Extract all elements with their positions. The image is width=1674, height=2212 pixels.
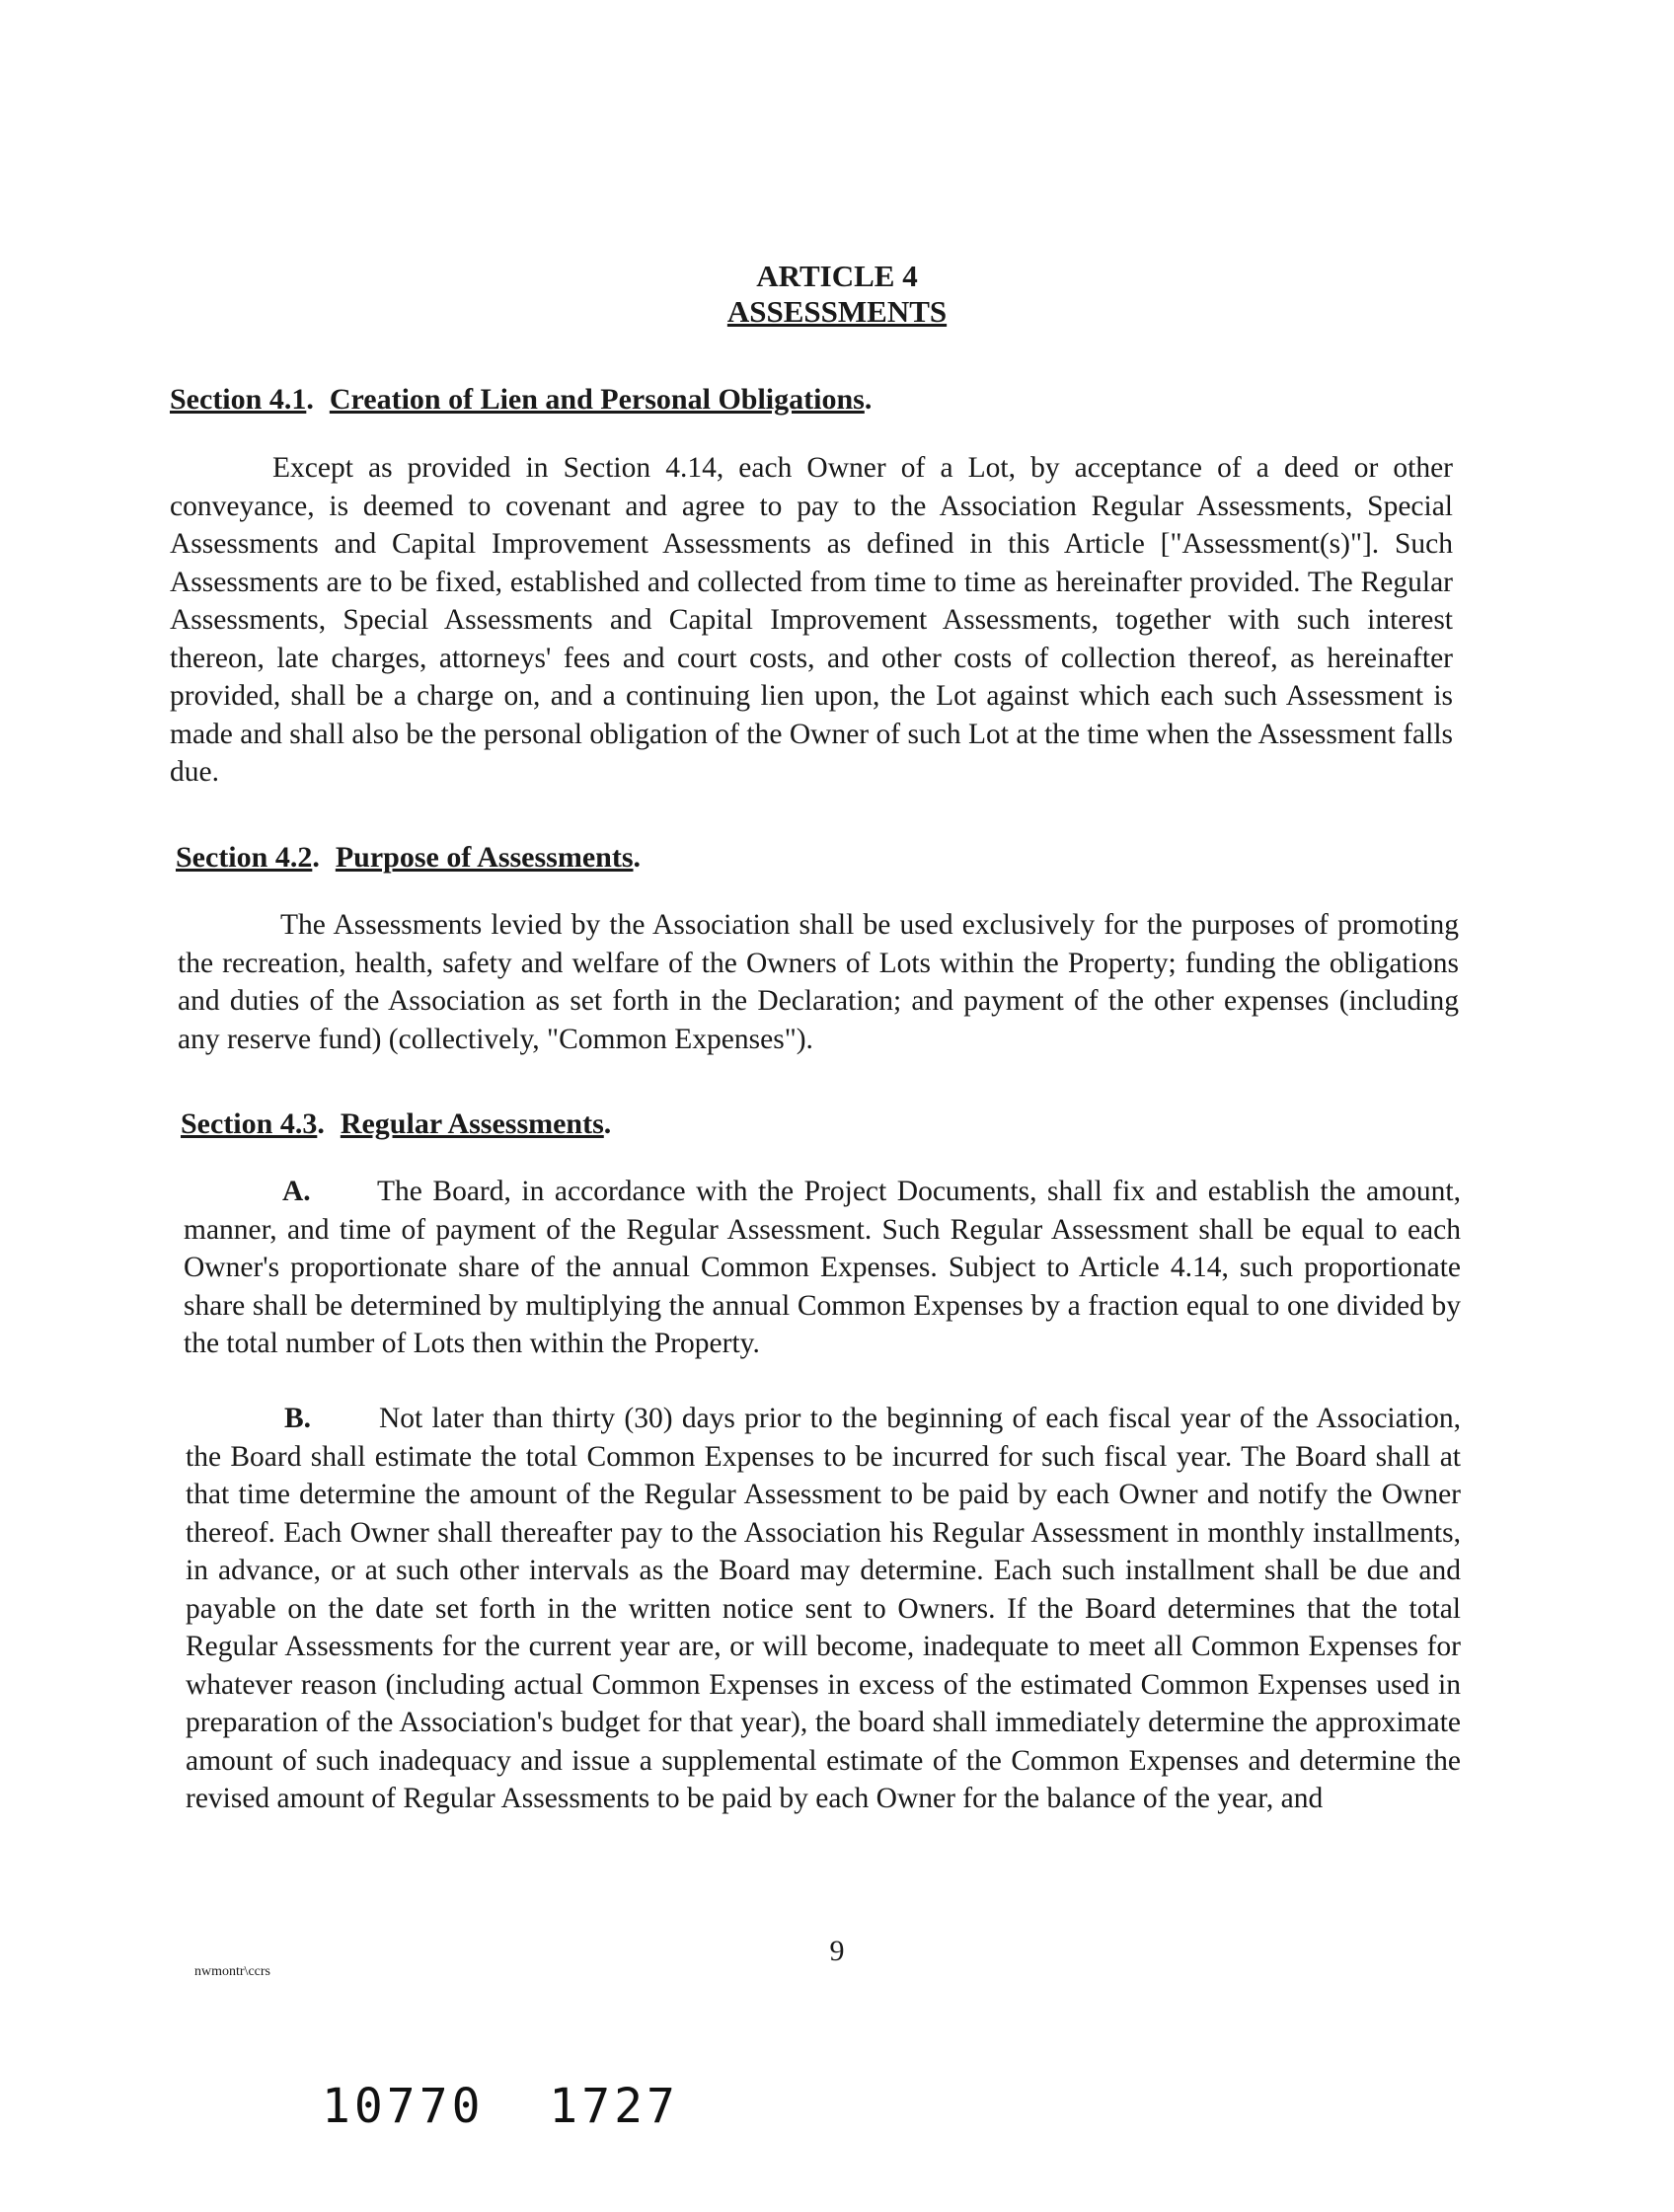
section-number: Section 4.3 [181, 1107, 318, 1140]
file-path-footer: nwmontr\ccrs [194, 1964, 270, 1979]
section-number: Section 4.1 [170, 383, 307, 416]
article-title: ASSESSMENTS [726, 294, 948, 329]
section-title: Purpose of Assessments [335, 841, 634, 874]
article-heading [0, 259, 1674, 330]
section-4-3-subsection-a [184, 1173, 1461, 1363]
section-4-2-body: The Assessments levied by the Association shall be used exclusively for the purposes of promoting the recreation, health, safety and welfare of the Owners of Lots within the Property; funding the obligations and duties of the Association as set forth in the Declaration; and payment of the other expenses (including any reserve fund) (collectively, "Common Expenses"). [178, 909, 1459, 1055]
section-4-1-body: Except as provided in Section 4.14, each Owner of a Lot, by acceptance of a deed or other conveyance, is deemed to covenant and agree to pay to the Association Regular Assessments, Special Assessments and Capital Improvement Assessments as defined in this Article ["Assessment(s)"]. Such Assessments are to be fixed, established and collected from time to time as hereinafter provided. The Regular Assessments, Special Assessments and Capital Improvement Assessments, together with such interest thereon, late charges, attorneys' fees and court costs, and other costs of collection thereof, as hereinafter provided, shall be a charge on, and a continuing lien upon, the Lot against which each such Assessment is made and shall also be the personal obligation of the Owner of such Lot at the time when the Assessment falls due. [170, 452, 1453, 788]
section-4-2-heading: Section 4.2. Purpose of Assessments. [176, 841, 641, 874]
section-4-3-heading: Section 4.3. Regular Assessments. [181, 1107, 612, 1140]
subsection-body: The Board, in accordance with the Project Documents, shall fix and establish the amount, manner, and time of payment of the Regular Assessment. Such Regular Assessment shall be equal to each Owner's proportionate share of the annual Common Expenses. Subject to Article 4.14, such proportionate share shall be determined by multiplying the annual Common Expenses by a fraction equal to one divided by the total number of Lots then within the Property. [184, 1176, 1461, 1359]
recording-number-stamp: 10770 1727 [322, 2079, 679, 2134]
section-4-3-subsection-b [186, 1400, 1461, 1818]
page-number: 9 [829, 1935, 845, 1967]
article-number: ARTICLE 4 [756, 259, 918, 293]
section-4-1-heading: Section 4.1. Creation of Lien and Personal Obligations. [170, 383, 873, 416]
subsection-letter: A. [282, 1176, 311, 1207]
section-number: Section 4.2 [176, 841, 313, 874]
section-title: Regular Assessments [340, 1107, 604, 1140]
subsection-body: Not later than thirty (30) days prior to the beginning of each fiscal year of the Association, the Board shall estimate the total Common Expenses to be incurred for such fiscal year. The Board shall at that time determine the amount of the Regular Assessment to be paid by each Owner and notify the Owner thereof. Each Owner shall thereafter pay to the Association his Regular Assessment in monthly installments, in advance, or at such other intervals as the Board may determine. Each such installment shall be due and payable on the date set forth in the written notice sent to Owners. If the Board determines that the total Regular Assessments for the current year are, or will become, inadequate to meet all Common Expenses for whatever reason (including actual Common Expenses in excess of the estimated Common Expenses used in preparation of the Association's budget for that year), the board shall immediately determine the approximate amount of such inadequacy and issue a supplemental estimate of the Common Expenses and determine the revised amount of Regular Assessments to be paid by each Owner for the balance of the year, and [186, 1403, 1461, 1814]
subsection-letter: B. [284, 1403, 312, 1434]
section-title: Creation of Lien and Personal Obligations [329, 383, 865, 416]
